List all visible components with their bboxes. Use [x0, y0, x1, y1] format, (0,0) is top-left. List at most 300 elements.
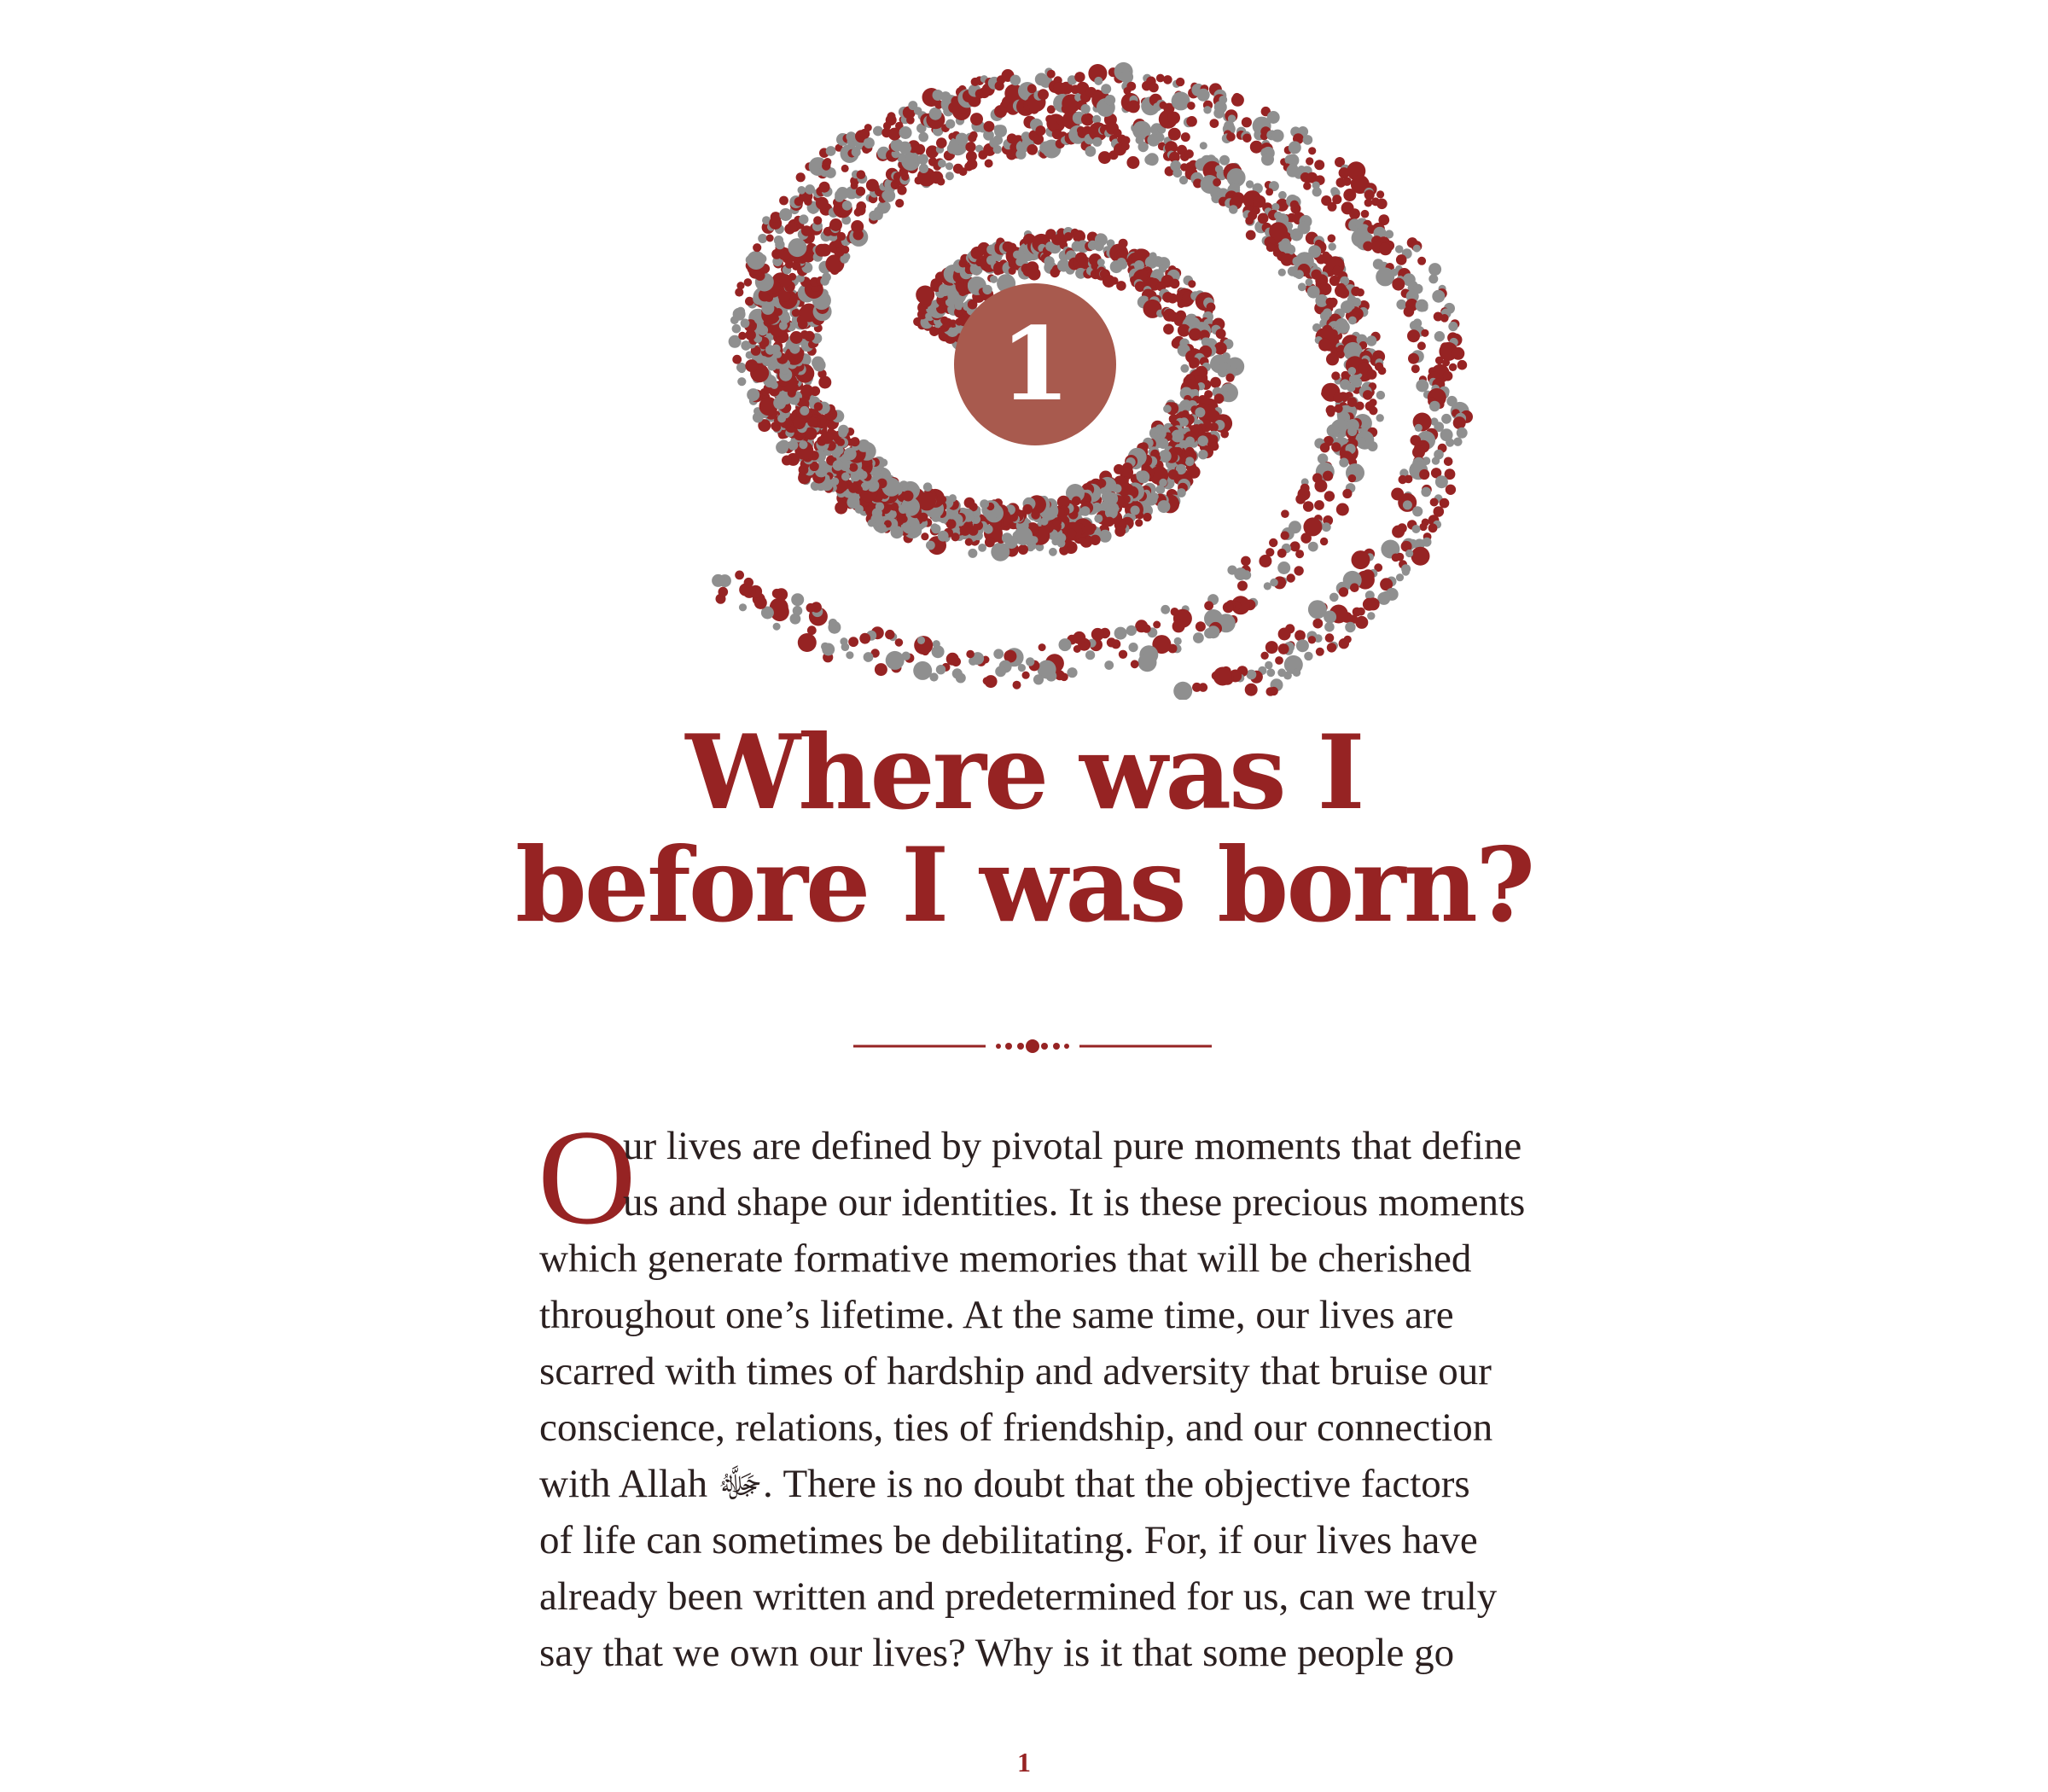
- spiral-dot: [1314, 480, 1327, 492]
- spiral-dot: [826, 146, 836, 156]
- spiral-dot: [1339, 638, 1349, 649]
- spiral-dot: [1333, 393, 1343, 403]
- spiral-dot: [980, 499, 989, 509]
- spiral-dot: [1332, 266, 1342, 276]
- spiral-dot: [849, 463, 858, 472]
- spiral-dot: [1369, 406, 1377, 415]
- spiral-dot: [1316, 648, 1324, 656]
- spiral-dot: [1324, 622, 1335, 632]
- spiral-dot: [842, 201, 852, 211]
- paragraph-line: us and shape our identities. It is these precious moments: [623, 1180, 1526, 1225]
- spiral-dot: [847, 496, 860, 509]
- spiral-dot: [1421, 487, 1431, 497]
- paragraph-line: of life can sometimes be debilitating. For, if our lives have: [539, 1518, 1478, 1562]
- spiral-dot: [921, 532, 928, 540]
- spiral-dot: [1417, 257, 1426, 265]
- spiral-dot: [1163, 404, 1172, 413]
- spiral-dot: [1210, 119, 1219, 128]
- spiral-dot: [1265, 641, 1278, 654]
- spiral-dot: [1197, 435, 1208, 446]
- spiral-dot: [821, 431, 834, 444]
- spiral-dot: [1392, 278, 1405, 291]
- spiral-dot: [1266, 687, 1276, 696]
- spiral-dot: [1363, 598, 1376, 611]
- spiral-dot: [1376, 190, 1384, 198]
- spiral-dot: [1308, 542, 1318, 552]
- spiral-dot: [846, 131, 856, 142]
- spiral-dot: [880, 201, 890, 212]
- spiral-dot: [1033, 674, 1044, 684]
- spiral-dot: [1161, 605, 1170, 614]
- spiral-dot: [807, 625, 817, 635]
- spiral-dot: [1295, 270, 1304, 279]
- spiral-dot: [938, 160, 946, 168]
- spiral-dot: [1329, 300, 1336, 308]
- spiral-dot: [1131, 506, 1140, 515]
- spiral-dot: [1049, 548, 1057, 556]
- spiral-dot: [1361, 210, 1370, 218]
- spiral-dot: [1314, 500, 1324, 510]
- spiral-dot: [712, 574, 724, 587]
- spiral-dot: [1278, 643, 1289, 655]
- spiral-dot: [923, 482, 933, 492]
- paragraph-line: ur lives are defined by pivotal pure moments that define: [623, 1124, 1522, 1168]
- spiral-dot: [918, 132, 928, 143]
- spiral-dot: [1178, 300, 1185, 308]
- spiral-dot: [1101, 84, 1111, 94]
- spiral-dot: [766, 235, 774, 242]
- spiral-dot: [945, 119, 955, 129]
- spiral-dot: [736, 282, 744, 289]
- spiral-dot: [1364, 199, 1373, 207]
- spiral-dot: [960, 525, 971, 536]
- spiral-dot: [1188, 280, 1196, 288]
- spiral-dot: [1220, 430, 1229, 439]
- spiral-dot: [886, 651, 905, 670]
- spiral-dot: [885, 630, 894, 639]
- spiral-dot: [1376, 267, 1394, 286]
- spiral-dot: [1392, 554, 1400, 562]
- spiral-dot: [1155, 133, 1165, 143]
- spiral-dot: [1314, 160, 1324, 170]
- spiral-dot: [1366, 335, 1376, 346]
- spiral-dot: [1448, 322, 1457, 331]
- spiral-dot: [761, 302, 774, 315]
- spiral-dot: [732, 324, 742, 334]
- spiral-dot: [968, 549, 977, 558]
- spiral-dot: [1027, 144, 1038, 155]
- spiral-dot: [1259, 555, 1271, 567]
- spiral-dot: [1428, 274, 1438, 283]
- spiral-dot: [1342, 177, 1351, 186]
- spiral-dot: [1223, 602, 1234, 613]
- spiral-dot: [1321, 389, 1329, 398]
- spiral-dot: [1105, 95, 1116, 106]
- chapter-number-badge: [954, 283, 1116, 445]
- spiral-dot: [1213, 108, 1225, 119]
- spiral-dot: [933, 640, 940, 648]
- spiral-dot: [800, 406, 809, 416]
- spiral-dot: [952, 668, 963, 678]
- spiral-dot: [868, 520, 876, 527]
- spiral-dot: [1039, 643, 1046, 651]
- spiral-dot: [875, 663, 887, 676]
- spiral-dot: [1420, 303, 1428, 311]
- spiral-dot: [1457, 428, 1468, 439]
- spiral-dot: [1308, 600, 1327, 619]
- spiral-dot: [1402, 568, 1410, 576]
- spiral-dot: [813, 216, 822, 224]
- spiral-dot: [735, 571, 744, 580]
- spiral-dot: [1271, 130, 1284, 143]
- spiral-dot: [747, 388, 759, 401]
- spiral-dot: [1413, 245, 1421, 253]
- spiral-dot: [779, 196, 788, 206]
- spiral-dot: [1138, 653, 1157, 672]
- spiral-dot: [1204, 628, 1214, 638]
- spiral-dot: [887, 112, 896, 120]
- spiral-dot: [1347, 427, 1357, 436]
- spiral-dot: [1303, 182, 1311, 189]
- spiral-dot: [773, 623, 781, 631]
- spiral-dot: [1181, 132, 1190, 142]
- spiral-dot: [1204, 601, 1213, 610]
- spiral-dot: [1434, 331, 1445, 341]
- spiral-dot: [1080, 104, 1090, 113]
- spiral-dot: [966, 650, 975, 659]
- spiral-dot: [1192, 683, 1201, 692]
- spiral-dot: [940, 317, 948, 324]
- spiral-dot: [913, 661, 932, 680]
- chapter-title-line: before I was born?: [515, 825, 1533, 945]
- spiral-dot: [798, 186, 806, 195]
- spiral-dot: [1168, 469, 1178, 480]
- spiral-dot: [993, 145, 1002, 154]
- spiral-dot: [1275, 656, 1283, 665]
- spiral-dot: [1338, 288, 1349, 299]
- spiral-dot: [1126, 156, 1139, 169]
- spiral-dot: [745, 297, 754, 306]
- spiral-dot: [1168, 128, 1181, 141]
- spiral-dot: [1303, 501, 1314, 512]
- spiral-dot: [1430, 498, 1439, 507]
- spiral-dot: [1403, 500, 1412, 509]
- spiral-dot: [1376, 199, 1388, 210]
- spiral-dot: [985, 537, 995, 547]
- spiral-dot: [1118, 260, 1127, 270]
- spiral-dot: [1396, 254, 1407, 265]
- spiral-dot: [829, 218, 842, 231]
- spiral-dot: [945, 162, 953, 170]
- spiral-dot: [1327, 409, 1335, 417]
- spiral-dot: [1094, 241, 1104, 252]
- spiral-dot: [1329, 242, 1336, 250]
- spiral-dot: [1440, 498, 1450, 509]
- spiral-dot: [1186, 116, 1197, 127]
- spiral-dot: [1312, 619, 1323, 629]
- spiral-dot: [1294, 566, 1303, 575]
- spiral-dot: [1026, 657, 1034, 666]
- spiral-dot: [1174, 637, 1182, 645]
- spiral-dot: [788, 273, 796, 281]
- paragraph-line: scarred with times of hardship and adversity that bruise our: [539, 1349, 1492, 1393]
- spiral-dot: [1363, 390, 1373, 400]
- spiral-dot: [736, 307, 745, 316]
- spiral-dot: [790, 331, 803, 344]
- spiral-dot: [1407, 329, 1420, 342]
- spiral-dot: [1231, 94, 1244, 107]
- spiral-dot: [1396, 573, 1404, 581]
- drop-cap: O: [538, 1101, 637, 1253]
- spiral-dot: [841, 165, 849, 172]
- spiral-dot: [1002, 532, 1013, 544]
- spiral-dot: [1435, 475, 1448, 488]
- spiral-dot: [774, 236, 783, 245]
- spiral-dot: [1419, 523, 1427, 531]
- spiral-dot: [982, 285, 992, 294]
- spiral-dot: [804, 331, 814, 341]
- spiral-dot: [985, 160, 993, 168]
- spiral-dot: [1258, 213, 1269, 224]
- spiral-dot: [1027, 84, 1037, 94]
- spiral-dot: [1094, 515, 1103, 523]
- spiral-dot: [1444, 457, 1453, 467]
- spiral-dot: [1196, 621, 1206, 631]
- spiral-dot: [1167, 112, 1180, 125]
- spiral-dot: [1189, 361, 1196, 369]
- spiral-dot: [1219, 155, 1230, 166]
- spiral-dot: [1092, 137, 1102, 147]
- spiral-dot: [1328, 235, 1336, 243]
- spiral-dot: [1411, 547, 1430, 566]
- spiral-dot: [856, 201, 866, 212]
- spiral-dot: [873, 126, 883, 137]
- spiral-dot: [1348, 474, 1356, 482]
- paragraph-line: throughout one’s lifetime. At the same time, our lives are: [539, 1293, 1454, 1337]
- spiral-dot: [1080, 506, 1091, 516]
- spiral-dot: [966, 151, 977, 162]
- spiral-dot: [739, 603, 747, 611]
- spiral-dot: [931, 524, 940, 533]
- paragraph-line: already been written and predetermined for us, can we truly: [539, 1574, 1498, 1619]
- spiral-dot: [969, 131, 977, 139]
- spiral-dot: [899, 126, 912, 139]
- spiral-dot: [796, 172, 806, 182]
- spiral-dot: [1156, 74, 1165, 83]
- spiral-dot: [738, 332, 747, 340]
- spiral-dot: [821, 643, 829, 651]
- spiral-dot: [823, 158, 831, 166]
- spiral-dot: [1173, 682, 1192, 700]
- spiral-dot: [1187, 102, 1196, 110]
- spiral-dot: [936, 665, 945, 674]
- spiral-dot: [1245, 217, 1254, 225]
- spiral-dot: [978, 544, 986, 552]
- spiral-dot: [835, 502, 847, 515]
- spiral-dot: [1306, 157, 1313, 165]
- spiral-dot: [1038, 89, 1049, 100]
- spiral-dot: [1137, 474, 1144, 481]
- spiral-dot: [1116, 281, 1126, 291]
- spiral-dot: [1260, 652, 1268, 660]
- spiral-dot: [917, 637, 925, 644]
- spiral-dot: [719, 587, 729, 597]
- spiral-dot: [1296, 639, 1309, 652]
- spiral-dot: [1157, 500, 1170, 513]
- spiral-dot: [1304, 652, 1312, 660]
- spiral-dot: [1331, 371, 1340, 380]
- spiral-dot: [1343, 189, 1356, 201]
- spiral-dot: [758, 325, 769, 336]
- spiral-dot: [1320, 311, 1329, 321]
- spiral-dot: [1242, 117, 1252, 127]
- spiral-dot: [1184, 149, 1194, 159]
- spiral-dot: [864, 652, 874, 662]
- spiral-dot: [1345, 622, 1355, 632]
- spiral-dot: [1449, 364, 1457, 371]
- spiral-dot: [899, 142, 911, 154]
- spiral-dot: [1018, 544, 1028, 555]
- paragraph-line: say that we own our lives? Why is it that some people go: [539, 1631, 1455, 1675]
- spiral-dot: [1453, 416, 1466, 429]
- spiral-dot: [1067, 667, 1077, 678]
- chapter-title: [0, 713, 2048, 945]
- spiral-dot: [771, 345, 780, 353]
- spiral-dot: [1350, 583, 1359, 592]
- spiral-dot: [1261, 153, 1274, 166]
- spiral-dot: [775, 308, 783, 316]
- spiral-dot: [965, 142, 975, 152]
- spiral-dot: [1094, 77, 1103, 85]
- spiral-dot: [1131, 660, 1139, 668]
- spiral-dot: [1342, 489, 1352, 498]
- spiral-dot: [1379, 242, 1392, 255]
- spiral-dot: [1303, 135, 1313, 145]
- spiral-dot: [736, 363, 746, 372]
- spiral-dot: [1210, 377, 1221, 388]
- spiral-dot: [1067, 529, 1076, 538]
- spiral-dot: [1311, 270, 1321, 280]
- spiral-dot: [1281, 509, 1289, 518]
- paragraph-line: conscience, relations, ties of friendship, and our connection: [539, 1405, 1493, 1450]
- paragraph-line: with Allah ﷻ. There is no doubt that the objective factors: [539, 1462, 1470, 1506]
- spiral-dot: [1269, 538, 1277, 547]
- spiral-dot: [1163, 75, 1172, 84]
- spiral-dot: [772, 589, 782, 598]
- spiral-dot: [1327, 424, 1340, 437]
- spiral-dot: [758, 234, 767, 243]
- spiral-dot: [1428, 523, 1438, 532]
- spiral-dot: [807, 417, 817, 428]
- spiral-dot: [851, 220, 864, 233]
- spiral-dot: [1331, 442, 1341, 451]
- spiral-dot: [1271, 203, 1279, 211]
- spiral-dot: [1237, 581, 1248, 591]
- spiral-dot: [822, 273, 831, 282]
- spiral-dot: [800, 385, 813, 398]
- spiral-dot: [1312, 187, 1322, 196]
- spiral-dot: [1356, 402, 1364, 410]
- spiral-dot: [737, 377, 746, 386]
- spiral-dot: [838, 425, 849, 436]
- spiral-dot: [1195, 407, 1205, 417]
- spiral-dot: [993, 649, 1004, 659]
- spiral-dot: [1348, 367, 1357, 375]
- spiral-dot: [998, 125, 1006, 133]
- spiral-dot: [1320, 538, 1328, 545]
- spiral-dot: [779, 322, 788, 330]
- spiral-dot: [1203, 106, 1211, 113]
- spiral-dot: [1441, 414, 1452, 424]
- spiral-dot: [995, 666, 1006, 678]
- spiral-dot: [1085, 650, 1095, 660]
- spiral-dot: [1378, 367, 1387, 375]
- spiral-dot: [1040, 517, 1048, 525]
- spiral-dot: [1107, 637, 1116, 647]
- spiral-dot: [1404, 306, 1415, 317]
- spiral-dot: [782, 456, 792, 466]
- spiral-dot: [819, 182, 830, 193]
- spiral-dot: [1306, 278, 1313, 286]
- spiral-dot: [1105, 517, 1114, 527]
- spiral-dot: [744, 578, 753, 587]
- spiral-dot: [1126, 625, 1137, 636]
- spiral-dot: [1293, 668, 1301, 677]
- spiral-dot: [1265, 188, 1273, 195]
- spiral-dot: [1031, 510, 1040, 520]
- body-paragraph: [538, 1101, 1526, 1681]
- spiral-dot: [1047, 70, 1056, 79]
- spiral-dot: [1429, 401, 1440, 412]
- spiral-dot: [1226, 132, 1236, 142]
- spiral-dot: [1412, 525, 1421, 533]
- spiral-dot: [1421, 329, 1428, 337]
- spiral-dot: [936, 137, 947, 148]
- spiral-dot: [1318, 339, 1331, 352]
- spiral-dot: [1172, 620, 1185, 632]
- paragraph-line: which generate formative memories that will be cherished: [539, 1236, 1472, 1281]
- spiral-dot: [903, 491, 914, 502]
- spiral-dot: [1363, 241, 1373, 252]
- spiral-dot: [1337, 351, 1345, 358]
- spiral-dot: [1298, 282, 1306, 291]
- spiral-dot: [1180, 364, 1189, 373]
- spiral-dot: [1399, 475, 1407, 484]
- spiral-dot: [840, 637, 847, 645]
- spiral-dot: [1176, 78, 1184, 86]
- spiral-dot: [1185, 457, 1195, 466]
- spiral-dot: [1339, 587, 1348, 596]
- chapter-title-line: Where was I: [685, 713, 1363, 833]
- spiral-dot: [1114, 464, 1124, 474]
- spiral-dot: [1010, 75, 1021, 86]
- spiral-dot: [1295, 630, 1306, 641]
- spiral-dot: [848, 637, 858, 647]
- spiral-dot: [1213, 178, 1221, 187]
- spiral-dot: [1281, 253, 1294, 266]
- spiral-dot: [965, 538, 973, 546]
- spiral-dot: [1074, 72, 1085, 82]
- spiral-dot: [1121, 143, 1130, 151]
- spiral-dot: [732, 355, 742, 364]
- spiral-dot: [1356, 288, 1364, 297]
- spiral-dot: [1218, 367, 1228, 377]
- chapter-number: 1: [999, 305, 1071, 423]
- spiral-dot: [806, 603, 816, 613]
- spiral-dot: [1405, 550, 1413, 557]
- page-number: 1: [1017, 1747, 1031, 1777]
- spiral-dot: [876, 503, 884, 511]
